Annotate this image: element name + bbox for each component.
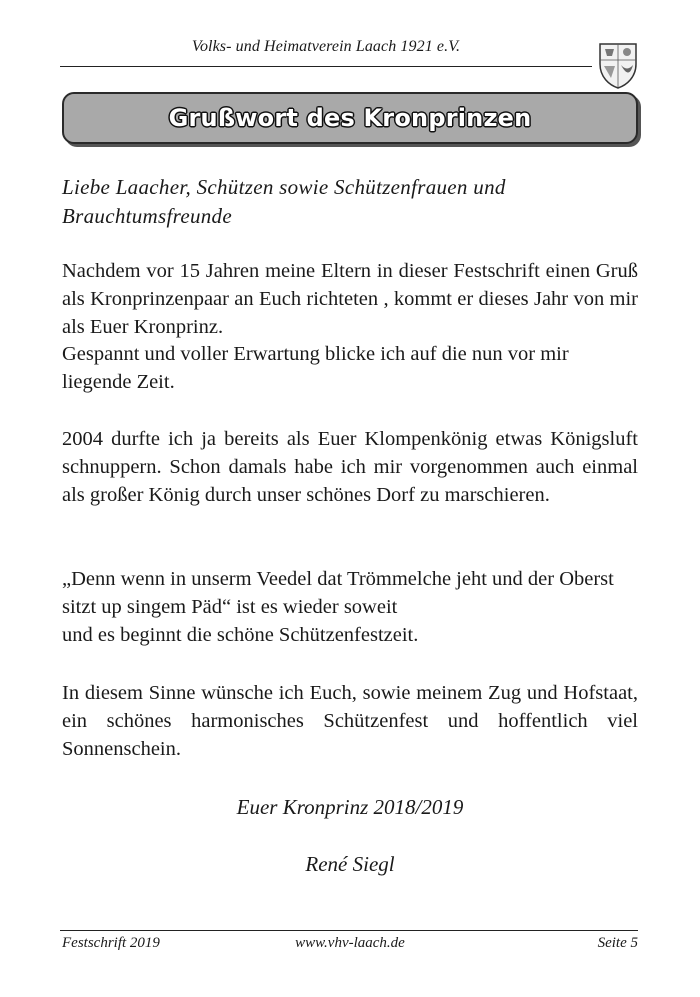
footer-publication: Festschrift 2019 — [62, 935, 160, 951]
header-divider — [60, 66, 592, 67]
header-title: Volks- und Heimatverein Laach 1921 e.V. — [191, 38, 461, 55]
paragraph-line: In diesem Sinne wünsche ich Euch, sowie meinem Zug und Hofstaat, ein schönes harmonisches Schützenfest und hoffentlich viel Sonnenschein. — [62, 682, 638, 760]
paragraph-4 — [62, 680, 638, 763]
paragraph-2 — [62, 426, 638, 509]
coat-of-arms-icon — [596, 40, 640, 90]
paragraph-line: und es beginnt die schöne Schützenfestzeit. — [62, 623, 419, 646]
signature: René Siegl — [305, 852, 395, 876]
paragraph-line: Gespannt und voller Erwartung blicke ich auf die nun vor mir liegende Zeit. — [62, 343, 569, 394]
footer-page-number: Seite 5 — [597, 935, 638, 951]
paragraph-3 — [62, 566, 638, 649]
paragraph-1 — [62, 258, 638, 397]
paragraph-line: Nachdem vor 15 Jahren meine Eltern in dieser Festschrift einen Gruß als Kronprinzenpaar an Euch richteten , kommt er dieses Jahr von mir als Euer Kronprinz. — [62, 260, 638, 338]
footer-divider — [60, 930, 638, 931]
paragraph-line: 2004 durfte ich ja bereits als Euer Klompenkönig etwas Königsluft schnuppern. Schon damals habe ich mir vorgenommen auch einmal als großer König durch unser schönes Dorf zu marschieren. — [62, 428, 638, 506]
section-title: Grußwort des Kronprinzen — [168, 104, 532, 132]
section-title-banner — [62, 92, 638, 144]
footer-website: www.vhv-laach.de — [295, 935, 405, 951]
closing-line: Euer Kronprinz 2018/2019 — [236, 795, 464, 819]
paragraph-line: „Denn wenn in unserm Veedel dat Trömmelche jeht und der Oberst sitzt up singem Päd“ ist es wieder soweit — [62, 568, 614, 618]
salutation: Liebe Laacher, Schützen sowie Schützenfrauen und Brauchtumsfreunde — [62, 175, 506, 228]
